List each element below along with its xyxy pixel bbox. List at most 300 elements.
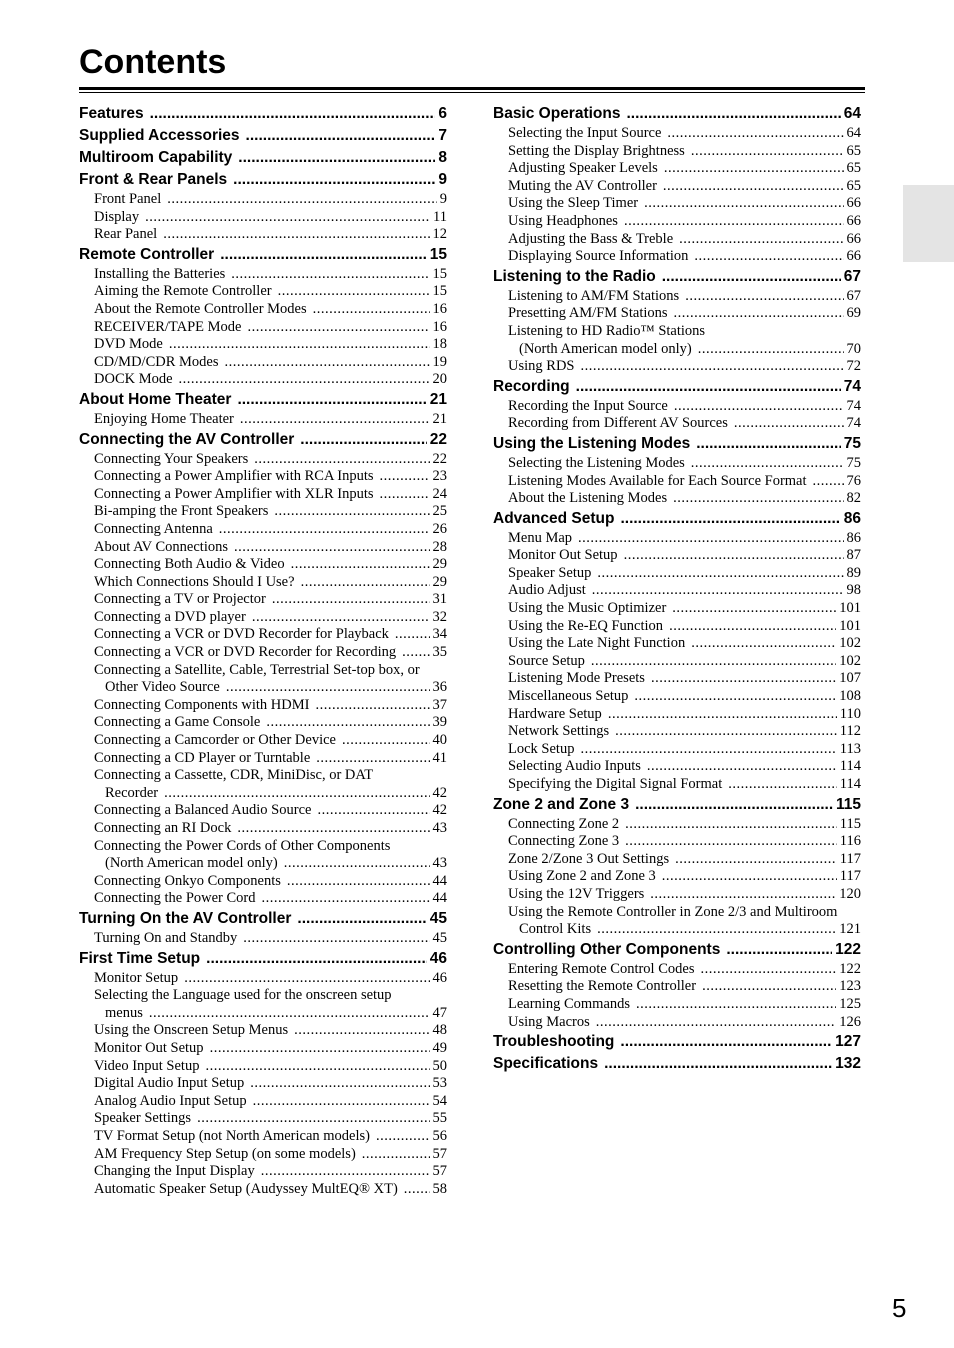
toc-entry-page: 110 (839, 705, 861, 722)
toc-entry-label: Network Settings (508, 723, 610, 740)
toc-entry-page: 37 (432, 696, 447, 713)
leader-dots (620, 508, 840, 530)
toc-entry-label: Miscellaneous Setup (508, 688, 629, 705)
toc-entry[interactable] (79, 539, 447, 557)
toc-entry-page: 120 (839, 885, 861, 902)
toc-entry-page: 29 (432, 573, 447, 590)
toc-entry-label: Hardware Setup (508, 705, 602, 722)
toc-entry-label: Connecting Zone 2 (508, 815, 620, 832)
toc-entry-label: Connecting a Camcorder or Other Device (94, 732, 336, 749)
toc-entry-label: Using the Onscreen Setup Menus (94, 1022, 289, 1039)
toc-entry-label: About the Remote Controller Modes (94, 300, 307, 317)
toc-entry-page: 41 (432, 749, 447, 766)
leader-dots (624, 547, 844, 565)
toc-entry[interactable] (79, 191, 447, 209)
toc-entry[interactable] (493, 231, 861, 249)
toc-entry-line[interactable] (79, 662, 447, 680)
toc-section-page: 127 (835, 1033, 861, 1051)
toc-section-label: Using the Listening Modes (493, 434, 691, 452)
toc-entry-page: 18 (432, 336, 447, 353)
toc-entry[interactable] (493, 178, 861, 196)
leader-dots (294, 1022, 429, 1040)
toc-entry[interactable] (79, 890, 447, 908)
leader-dots (301, 574, 430, 592)
toc-entry[interactable] (493, 741, 861, 759)
toc-section[interactable] (493, 794, 861, 816)
toc-entry[interactable] (79, 970, 447, 988)
toc-entry[interactable] (79, 855, 447, 873)
toc-section[interactable] (493, 376, 861, 398)
toc-entry-label: Front Panel (94, 191, 162, 207)
toc-entry[interactable] (493, 961, 861, 979)
toc-entry[interactable] (493, 758, 861, 776)
toc-entry[interactable] (79, 521, 447, 539)
toc-entry[interactable] (493, 688, 861, 706)
toc-entry[interactable] (493, 886, 861, 904)
toc-entry[interactable] (493, 213, 861, 231)
toc-entry[interactable] (79, 209, 447, 227)
toc-entry[interactable] (493, 143, 861, 161)
toc-entry[interactable] (493, 473, 861, 491)
toc-section[interactable] (493, 433, 861, 455)
toc-entry-page: 35 (432, 644, 447, 661)
toc-entry[interactable] (493, 160, 861, 178)
toc-entry-label: Rear Panel (94, 226, 158, 243)
toc-entry[interactable] (79, 1093, 447, 1111)
toc-entry[interactable] (493, 1014, 861, 1032)
toc-entry-page: 28 (432, 538, 447, 555)
toc-entry-label: Listening to AM/FM Stations (508, 287, 680, 304)
toc-entry-label: Recording the Input Source (508, 397, 668, 414)
toc-entry[interactable] (493, 195, 861, 213)
leader-dots (167, 191, 436, 209)
toc-section-label: Supplied Accessories (79, 127, 240, 144)
leader-dots (164, 785, 429, 803)
toc-entry[interactable] (493, 341, 861, 359)
toc-entry-page: 116 (839, 833, 861, 850)
toc-entry[interactable] (493, 547, 861, 565)
toc-entry-label: Digital Audio Input Setup (94, 1075, 245, 1092)
leader-dots (342, 732, 430, 750)
leader-dots (163, 226, 429, 244)
toc-entry[interactable] (79, 802, 447, 820)
toc-entry-label: Learning Commands (508, 995, 631, 1012)
toc-entry-page: 72 (846, 358, 861, 375)
toc-entry-page: 50 (432, 1057, 447, 1074)
leader-dots (395, 626, 430, 644)
toc-entry-label: Selecting the Language used for the onscreen setup (94, 987, 392, 1004)
leader-dots (674, 305, 844, 323)
toc-entry[interactable] (493, 635, 861, 653)
toc-entry-page: 87 (846, 547, 861, 564)
leader-dots (376, 1128, 430, 1146)
toc-entry-page: 114 (839, 776, 861, 792)
leader-dots (297, 908, 426, 930)
toc-entry[interactable] (493, 125, 861, 143)
toc-section-page: 122 (835, 940, 861, 958)
leader-dots (261, 1163, 430, 1181)
toc-section-page: 86 (843, 509, 861, 527)
leader-dots (247, 319, 429, 337)
toc-entry[interactable] (79, 750, 447, 768)
leader-dots (234, 539, 429, 557)
toc-entry[interactable] (493, 653, 861, 671)
toc-entry[interactable] (493, 670, 861, 688)
toc-entry[interactable] (79, 468, 447, 486)
toc-entry-page: 102 (839, 652, 861, 669)
leader-dots (679, 231, 843, 249)
toc-entry[interactable] (493, 723, 861, 741)
toc-entry-page: 16 (432, 318, 447, 335)
toc-entry[interactable] (79, 644, 447, 662)
toc-entry-page: 20 (432, 371, 447, 388)
toc-entry-label: Listening Mode Presets (508, 670, 645, 687)
page-title: Contents (79, 43, 227, 81)
toc-entry[interactable] (493, 305, 861, 323)
toc-entry-label: Using the Remote Controller in Zone 2/3 and Multiroom (508, 903, 838, 920)
leader-dots (226, 679, 430, 697)
leader-dots (604, 1053, 832, 1075)
toc-entry-label: Specifying the Digital Signal Format (508, 776, 723, 792)
toc-entry-label: Connecting a VCR or DVD Recorder for Recording (94, 644, 397, 661)
toc-entry[interactable] (79, 371, 447, 389)
toc-entry[interactable] (79, 451, 447, 469)
leader-dots (404, 1181, 430, 1199)
toc-entry-label: Monitor Out Setup (94, 1039, 204, 1056)
toc-entry[interactable] (79, 785, 447, 803)
toc-entry-page: 70 (846, 340, 861, 357)
toc-entry[interactable] (493, 921, 861, 939)
toc-entry[interactable] (79, 1005, 447, 1023)
leader-dots (274, 503, 429, 521)
toc-entry-label: TV Format Setup (not North American models) (94, 1127, 370, 1144)
toc-entry[interactable] (493, 248, 861, 266)
leader-dots (734, 415, 844, 433)
toc-entry[interactable] (493, 565, 861, 583)
toc-entry-label-cont: Control Kits (519, 921, 592, 938)
toc-entry-label: Analog Audio Input Setup (94, 1092, 247, 1109)
toc-entry[interactable] (79, 1181, 447, 1199)
toc-entry[interactable] (79, 486, 447, 504)
leader-dots (700, 961, 836, 979)
toc-entry-line[interactable] (493, 323, 861, 341)
leader-dots (150, 103, 436, 125)
toc-entry-page: 108 (839, 688, 861, 705)
toc-section-label: Recording (493, 377, 570, 395)
toc-entry-page: 9 (439, 191, 447, 207)
leader-dots (278, 283, 430, 301)
toc-entry[interactable] (79, 1163, 447, 1181)
toc-entry-label: Connecting a Game Console (94, 714, 261, 731)
toc-entry[interactable] (493, 582, 861, 600)
toc-entry-line[interactable] (79, 987, 447, 1005)
toc-section[interactable] (79, 125, 447, 147)
toc-entry[interactable] (79, 697, 447, 715)
toc-entry[interactable] (79, 319, 447, 337)
toc-entry-page: 64 (846, 125, 861, 141)
leader-dots (624, 213, 844, 231)
toc-entry-label: Which Connections Should I Use? (94, 573, 295, 590)
leader-dots (615, 723, 837, 741)
toc-section-page: 132 (835, 1055, 861, 1073)
toc-entry-page: 101 (839, 617, 861, 634)
leader-dots (197, 1110, 429, 1128)
leader-dots (315, 697, 429, 715)
toc-section[interactable] (493, 1053, 861, 1075)
toc-entry[interactable] (79, 1058, 447, 1076)
leader-dots (620, 1031, 832, 1053)
toc-entry[interactable] (79, 930, 447, 948)
toc-entry[interactable] (79, 1110, 447, 1128)
toc-entry-label: Using the Sleep Timer (508, 195, 639, 212)
toc-section[interactable] (79, 169, 447, 191)
toc-section-page: 75 (843, 434, 861, 452)
toc-section-page: 21 (429, 390, 447, 408)
toc-entry-label: Selecting the Input Source (508, 125, 662, 141)
leader-dots (284, 855, 430, 873)
leader-dots (243, 930, 429, 948)
toc-entry[interactable] (79, 266, 447, 284)
toc-entry-label: Source Setup (508, 652, 585, 669)
leader-dots (597, 565, 843, 583)
toc-entry[interactable] (79, 283, 447, 301)
leader-dots (625, 816, 837, 834)
leader-dots (634, 688, 836, 706)
toc-entry-label: Connecting Zone 3 (508, 833, 620, 850)
leader-dots (702, 978, 836, 996)
toc-entry-line[interactable] (79, 838, 447, 856)
leader-dots (580, 358, 843, 376)
toc-section[interactable] (79, 389, 447, 411)
toc-section-label: Zone 2 and Zone 3 (493, 795, 630, 813)
toc-section-label: Specifications (493, 1055, 599, 1073)
toc-section-label: Features (79, 105, 144, 122)
toc-entry-page: 102 (839, 635, 861, 652)
toc-entry[interactable] (79, 226, 447, 244)
toc-entry-page: 65 (846, 160, 861, 177)
toc-entry[interactable] (79, 609, 447, 627)
leader-dots (300, 429, 426, 451)
toc-entry[interactable] (493, 415, 861, 433)
toc-entry-page: 54 (432, 1092, 447, 1109)
toc-entry-page: 42 (432, 802, 447, 819)
toc-entry-page: 15 (432, 265, 447, 282)
toc-entry-page: 25 (432, 503, 447, 520)
toc-entry[interactable] (79, 714, 447, 732)
toc-entry-label: Using Zone 2 and Zone 3 (508, 868, 656, 885)
leader-dots (240, 411, 430, 429)
toc-section[interactable] (493, 1031, 861, 1053)
toc-section-page: 74 (843, 377, 861, 395)
toc-section-label: First Time Setup (79, 949, 201, 967)
toc-entry-line[interactable] (79, 767, 447, 785)
leader-dots (576, 376, 841, 398)
toc-section-label: Listening to the Radio (493, 267, 656, 285)
toc-entry-page: 39 (432, 714, 447, 731)
toc-entry-page: 56 (432, 1127, 447, 1144)
toc-entry[interactable] (493, 833, 861, 851)
leader-dots (627, 103, 841, 125)
toc-entry-page: 42 (432, 784, 447, 801)
toc-entry-page: 65 (846, 177, 861, 194)
toc-entry-page: 44 (432, 872, 447, 889)
toc-entry-label: Video Input Setup (94, 1057, 200, 1074)
toc-entry-page: 23 (432, 468, 447, 485)
toc-entry-label: Menu Map (508, 529, 573, 546)
toc-entry[interactable] (79, 626, 447, 644)
leader-dots (674, 398, 844, 416)
toc-section[interactable] (79, 948, 447, 970)
toc-entry[interactable] (493, 288, 861, 306)
toc-entry[interactable] (79, 336, 447, 354)
toc-entry-page: 125 (839, 995, 861, 1012)
toc-entry-page: 55 (432, 1110, 447, 1127)
toc-section[interactable] (493, 939, 861, 961)
toc-entry[interactable] (493, 358, 861, 376)
leader-dots (272, 591, 430, 609)
toc-section[interactable] (79, 908, 447, 930)
toc-column-right (493, 103, 861, 1075)
toc-entry[interactable] (493, 600, 861, 618)
toc-entry-label: Connecting a Satellite, Cable, Terrestrial Set-top box, or (94, 661, 420, 678)
toc-entry[interactable] (79, 354, 447, 372)
leader-dots (578, 530, 843, 548)
toc-entry[interactable] (493, 398, 861, 416)
toc-entry-label: DVD Mode (94, 336, 163, 353)
leader-dots (287, 873, 430, 891)
toc-entry[interactable] (493, 996, 861, 1014)
toc-entry[interactable] (79, 574, 447, 592)
toc-entry-label: Using Headphones (508, 212, 618, 229)
toc-entry-label: DOCK Mode (94, 371, 173, 388)
toc-entry-label: RECEIVER/TAPE Mode (94, 318, 242, 335)
leader-dots (728, 776, 837, 794)
toc-entry[interactable] (79, 411, 447, 429)
leader-dots (210, 1040, 430, 1058)
toc-section[interactable] (79, 429, 447, 451)
toc-entry[interactable] (493, 851, 861, 869)
toc-entry-label: Connecting Antenna (94, 520, 213, 537)
leader-dots (664, 160, 844, 178)
toc-entry-label: Speaker Setup (508, 564, 592, 581)
toc-entry-page: 24 (432, 485, 447, 502)
toc-entry[interactable] (493, 455, 861, 473)
toc-entry[interactable] (79, 591, 447, 609)
toc-section-label: Connecting the AV Controller (79, 430, 295, 448)
toc-entry[interactable] (493, 618, 861, 636)
toc-section-label: Troubleshooting (493, 1033, 615, 1051)
leader-dots (650, 886, 836, 904)
leader-dots (231, 266, 429, 284)
toc-entry-label: Connecting Onkyo Components (94, 872, 281, 889)
leader-dots (663, 178, 844, 196)
toc-entry[interactable] (493, 978, 861, 996)
leader-dots (316, 750, 429, 768)
leader-dots (685, 288, 843, 306)
leader-dots (691, 143, 844, 161)
leader-dots (726, 939, 832, 961)
toc-section[interactable] (79, 244, 447, 266)
toc-entry-label: Connecting the Power Cord (94, 890, 256, 907)
toc-entry-page: 11 (433, 208, 447, 225)
leader-dots (669, 618, 836, 636)
toc-entry-label: Connecting a Power Amplifier with RCA Inputs (94, 468, 374, 485)
toc-section-page: 67 (843, 267, 861, 285)
toc-entry[interactable] (79, 503, 447, 521)
toc-entry[interactable] (493, 490, 861, 508)
toc-entry[interactable] (493, 776, 861, 794)
toc-entry[interactable] (79, 732, 447, 750)
leader-dots (591, 653, 836, 671)
toc-entry[interactable] (79, 1022, 447, 1040)
toc-entry-label: Selecting Audio Inputs (508, 758, 641, 775)
toc-entry-label: Zone 2/Zone 3 Out Settings (508, 850, 670, 867)
toc-entry-page: 114 (839, 758, 861, 775)
toc-entry-page: 117 (839, 868, 861, 885)
toc-entry-label: Connecting Both Audio & Video (94, 556, 285, 573)
toc-entry-page: 44 (432, 890, 447, 907)
toc-entry-label: Monitor Out Setup (508, 547, 618, 564)
toc-section-label: Multiroom Capability (79, 149, 233, 166)
toc-entry[interactable] (79, 1075, 447, 1093)
toc-entry-label: Using the Re-EQ Function (508, 617, 664, 634)
toc-entry-label: Monitor Setup (94, 969, 179, 986)
leader-dots (662, 266, 841, 288)
toc-entry-label-cont: menus (105, 1004, 143, 1021)
toc-section[interactable] (79, 103, 447, 125)
toc-entry[interactable] (79, 301, 447, 319)
leader-dots (184, 970, 429, 988)
leader-dots (380, 486, 430, 504)
leader-dots (662, 868, 837, 886)
leader-dots (651, 670, 836, 688)
toc-entry[interactable] (79, 679, 447, 697)
toc-section[interactable] (493, 266, 861, 288)
toc-entry-page: 47 (432, 1004, 447, 1021)
toc-section-page: 6 (438, 105, 447, 122)
toc-entry-label: Presetting AM/FM Stations (508, 305, 668, 322)
toc-section[interactable] (493, 508, 861, 530)
toc-entry[interactable] (79, 1040, 447, 1058)
leader-dots (635, 794, 833, 816)
toc-entry-page: 75 (846, 454, 861, 471)
toc-entry-label: Changing the Input Display (94, 1163, 255, 1180)
toc-entry[interactable] (79, 1146, 447, 1164)
toc-section[interactable] (493, 103, 861, 125)
leader-dots (402, 644, 429, 662)
toc-entry[interactable] (79, 820, 447, 838)
toc-entry[interactable] (493, 816, 861, 834)
toc-entry[interactable] (79, 873, 447, 891)
toc-entry-page: 107 (839, 670, 861, 687)
toc-entry[interactable] (79, 1128, 447, 1146)
toc-entry-line[interactable] (493, 904, 861, 922)
toc-entry-label: Connecting an RI Dock (94, 820, 232, 836)
toc-entry[interactable] (493, 868, 861, 886)
toc-entry-label-cont: Other Video Source (105, 679, 220, 696)
toc-section[interactable] (79, 147, 447, 169)
toc-entry-page: 66 (846, 212, 861, 229)
toc-entry-page: 67 (846, 287, 861, 304)
toc-entry-page: 117 (839, 850, 861, 867)
toc-entry-page: 46 (432, 969, 447, 986)
toc-entry[interactable] (493, 530, 861, 548)
toc-entry-label: Connecting a Cassette, CDR, MiniDisc, or DAT (94, 767, 374, 784)
toc-entry[interactable] (493, 706, 861, 724)
toc-entry-label: Connecting a CD Player or Turntable (94, 749, 311, 766)
toc-entry-label: Connecting a VCR or DVD Recorder for Playback (94, 626, 389, 643)
toc-entry[interactable] (79, 556, 447, 574)
